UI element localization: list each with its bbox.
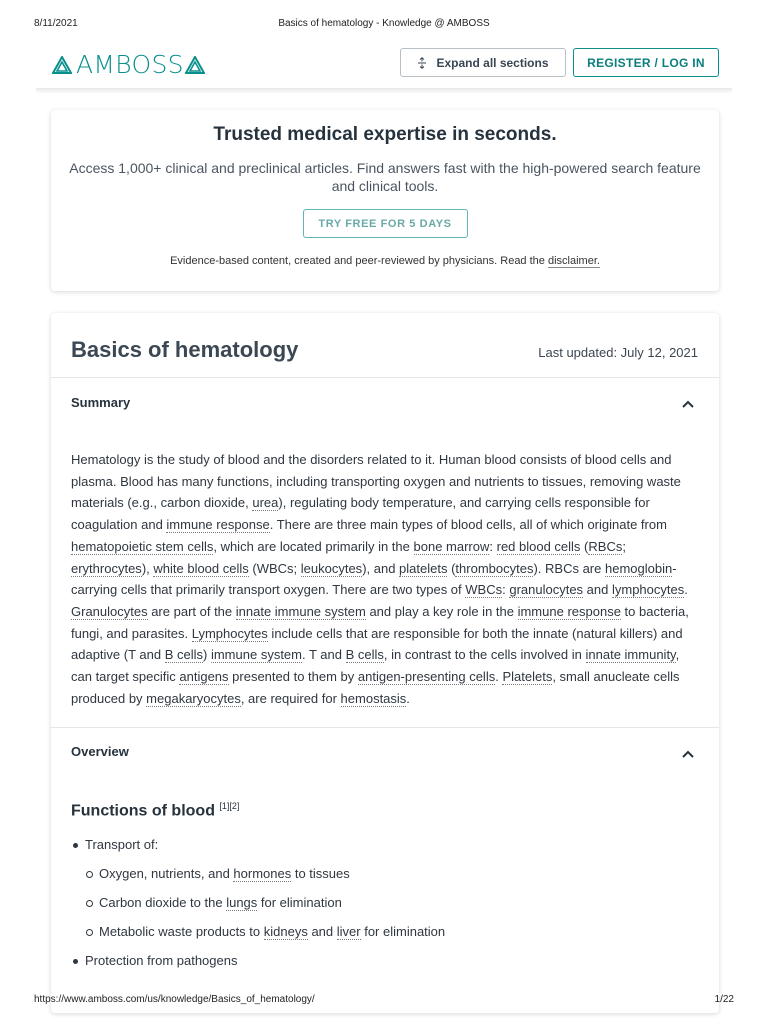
text-segment: .	[684, 582, 688, 598]
glossary-link[interactable]: immune system	[210, 647, 302, 663]
text-segment: . There are three main types of blood cells, all of which originate from	[269, 517, 667, 533]
text-segment: include cells that are responsible for both the innate (natural killers) and adaptive (T and	[71, 625, 683, 663]
print-date: 8/11/2021	[34, 18, 78, 29]
text-segment: Oxygen, nutrients, and	[99, 866, 234, 881]
text-segment: .	[406, 690, 410, 706]
functions-of-blood-heading	[71, 801, 239, 820]
text-segment: and	[307, 924, 337, 939]
logo-triangle-icon	[52, 56, 72, 74]
promo-title: Trusted medical expertise in seconds.	[213, 124, 557, 145]
text-segment: -carrying cells that primarily transport oxygen. There are two types of	[71, 560, 677, 598]
glossary-link[interactable]: lymphocytes	[611, 582, 685, 598]
text-segment: presented to them by	[228, 669, 358, 685]
glossary-link[interactable]: liver	[336, 924, 361, 939]
expand-all-sections-button[interactable]	[400, 48, 566, 77]
amboss-logo[interactable]	[52, 50, 205, 79]
article-title: Basics of hematology	[71, 337, 299, 362]
overview-heading[interactable]: Overview	[71, 744, 129, 759]
text-segment: :	[502, 582, 510, 598]
glossary-link[interactable]: kidneys	[263, 924, 308, 939]
logo-text: AMBOSS	[76, 50, 184, 79]
text-segment: . T and	[302, 647, 346, 663]
text-segment: , can target specific	[71, 647, 680, 685]
evidence-text: Evidence-based content, created and peer-reviewed by physicians. Read the	[170, 255, 548, 267]
glossary-link[interactable]: hormones	[233, 866, 292, 881]
text-segment: )	[203, 647, 211, 663]
list-item	[71, 951, 445, 980]
text-segment: ),	[141, 560, 154, 576]
text-segment: for elimination	[257, 895, 342, 910]
text-segment: :	[489, 538, 497, 554]
register-login-button[interactable]: REGISTER / LOG IN	[573, 48, 719, 77]
glossary-link[interactable]: bone marrow	[413, 538, 490, 554]
glossary-link[interactable]: thrombocytes	[455, 560, 534, 576]
disclaimer-link[interactable]: disclaimer.	[547, 255, 600, 267]
text-segment: (	[580, 538, 589, 554]
logo-triangle-icon	[185, 56, 205, 74]
glossary-link[interactable]: lungs	[226, 895, 258, 910]
list-item	[71, 922, 445, 951]
glossary-link[interactable]: antigen-presenting cells	[357, 669, 496, 685]
glossary-link[interactable]: immune response	[166, 517, 270, 533]
glossary-link[interactable]: hemoglobin	[604, 560, 673, 576]
glossary-link[interactable]: B cells	[345, 647, 384, 663]
glossary-link[interactable]: red blood cells	[496, 538, 581, 554]
glossary-link[interactable]: innate immunity	[585, 647, 676, 663]
text-segment: to bacteria, fungi, and parasites.	[71, 603, 689, 641]
list-item	[71, 835, 445, 864]
last-updated: Last updated: July 12, 2021	[538, 345, 698, 360]
text-segment: ). RBCs are	[533, 560, 605, 576]
glossary-link[interactable]: megakaryocytes	[146, 690, 241, 706]
glossary-link[interactable]: innate immune system	[235, 603, 366, 619]
text-segment: ;	[622, 538, 626, 554]
glossary-link[interactable]: platelets	[399, 560, 448, 576]
text-segment: Metabolic waste products to	[99, 924, 264, 939]
expand-icon	[417, 57, 427, 69]
text-segment: and	[583, 582, 612, 598]
chevron-up-icon[interactable]	[681, 399, 695, 409]
text-segment: ), regulating body temperature, and carrying cells responsible for coagulation and	[71, 495, 650, 533]
text-segment: Carbon dioxide to the	[99, 895, 227, 910]
list-item	[71, 864, 445, 893]
divider	[51, 727, 719, 728]
glossary-link[interactable]: erythrocytes	[71, 560, 142, 576]
functions-list	[71, 835, 445, 980]
text-segment: .	[495, 669, 503, 685]
glossary-link[interactable]: WBCs	[465, 582, 503, 598]
text-segment: Protection from pathogens	[85, 953, 238, 968]
text-segment: and play a key role in the	[365, 603, 518, 619]
glossary-link[interactable]: Platelets	[502, 669, 553, 685]
print-header	[34, 18, 734, 30]
text-segment: (WBCs;	[248, 560, 301, 576]
print-url: https://www.amboss.com/us/knowledge/Basics_of_hematology/	[34, 994, 315, 1005]
glossary-link[interactable]: leukocytes	[300, 560, 363, 576]
glossary-link[interactable]: hematopoietic stem cells	[71, 538, 214, 554]
article-card	[51, 313, 719, 1013]
text-segment: , which are located primarily in the	[213, 538, 414, 554]
glossary-link[interactable]: hemostasis	[340, 690, 407, 706]
glossary-link[interactable]: Lymphocytes	[191, 625, 268, 641]
glossary-link[interactable]: urea	[252, 495, 279, 511]
list-item	[71, 893, 445, 922]
text-segment: are part of the	[147, 603, 236, 619]
summary-text	[71, 449, 701, 709]
text-segment: Hematology is the study of blood and the disorders related to it. Human blood consists of blood cells and plasma. Blood has many functions, including transporting oxygen and nutrients to tissues, removing waste materials (e.g., carbon dioxide,	[71, 452, 681, 511]
glossary-link[interactable]: granulocytes	[509, 582, 584, 598]
glossary-link[interactable]: white blood cells	[153, 560, 249, 576]
glossary-link[interactable]: RBCs	[588, 538, 623, 554]
text-segment: to tissues	[291, 866, 350, 881]
functions-heading-text: Functions of blood	[71, 802, 220, 820]
text-segment: , are required for	[240, 690, 341, 706]
header-shadow	[36, 88, 732, 94]
promo-card	[51, 110, 719, 291]
top-bar	[36, 46, 732, 90]
glossary-link[interactable]: B cells	[164, 647, 204, 663]
chevron-up-icon[interactable]	[681, 749, 695, 759]
text-segment: , in contrast to the cells involved in	[383, 647, 586, 663]
text-segment: for elimination	[360, 924, 446, 939]
glossary-link[interactable]: antigens	[179, 669, 229, 685]
expand-label: Expand all sections	[436, 55, 549, 70]
try-free-button[interactable]: TRY FREE FOR 5 DAYS	[303, 209, 468, 238]
text-segment: ), and	[362, 560, 400, 576]
text-segment: (	[447, 560, 456, 576]
text-segment: Transport of:	[85, 837, 159, 852]
reference-links[interactable]: [1][2]	[219, 801, 240, 811]
glossary-link[interactable]: immune response	[517, 603, 621, 619]
promo-text: Access 1,000+ clinical and preclinical articles. Find answers fast with the high-powered search feature and clinical tools.	[69, 160, 701, 194]
evidence-note	[51, 255, 719, 267]
print-page-number: 1/22	[714, 994, 734, 1005]
text-segment: , small anucleate cells produced by	[71, 669, 680, 706]
divider	[51, 377, 719, 378]
glossary-link[interactable]: Granulocytes	[71, 603, 148, 619]
summary-heading[interactable]: Summary	[71, 395, 131, 410]
print-title: Basics of hematology - Knowledge @ AMBOSS	[278, 18, 490, 29]
